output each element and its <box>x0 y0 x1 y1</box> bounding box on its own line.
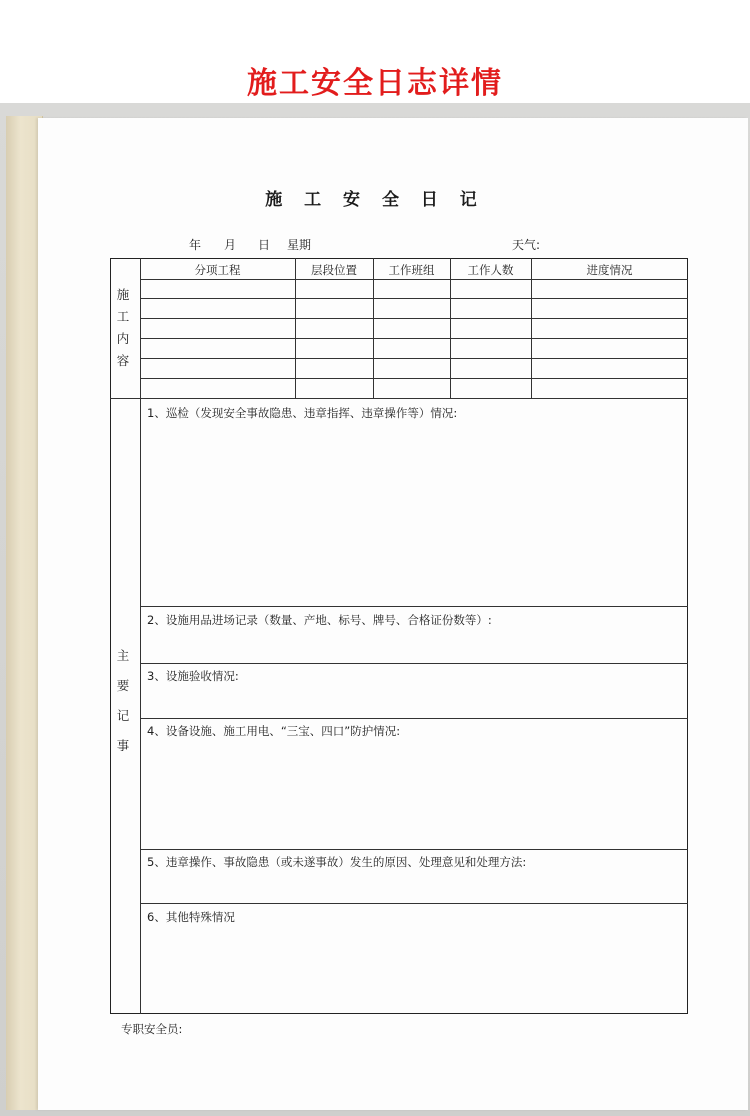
item-separator <box>140 903 688 904</box>
side-char: 内 <box>116 331 130 346</box>
item-equipment-protection: 4、设备设施、施工用电、“三宝、四口”防护情况: <box>147 724 401 738</box>
section-separator <box>110 398 688 399</box>
row-line <box>140 318 688 319</box>
form-table <box>110 258 688 1014</box>
date-day-label: 日 <box>258 238 271 252</box>
column-header-worker-count: 工作人数 <box>467 263 514 277</box>
side-char: 容 <box>116 353 130 368</box>
safety-officer-label: 专职安全员: <box>121 1022 183 1036</box>
header-row-line <box>140 279 688 280</box>
column-header-progress: 进度情况 <box>586 263 633 277</box>
date-month-label: 月 <box>224 238 237 252</box>
side-char: 施 <box>116 287 130 302</box>
side-char: 要 <box>116 678 130 693</box>
column-divider <box>531 258 532 398</box>
item-separator <box>140 718 688 719</box>
row-line <box>140 358 688 359</box>
item-patrol-inspection: 1、巡检（发现安全事故隐患、违章指挥、违章操作等）情况: <box>147 406 458 420</box>
weather-label: 天气: <box>512 238 541 252</box>
column-header-subproject: 分项工程 <box>194 263 241 277</box>
column-divider <box>295 258 296 398</box>
side-char: 事 <box>116 738 130 753</box>
row-line <box>140 378 688 379</box>
column-divider <box>373 258 374 398</box>
item-other-special: 6、其他特殊情况 <box>147 910 235 924</box>
date-weekday-label: 星期 <box>287 238 312 252</box>
column-header-work-team: 工作班组 <box>388 263 435 277</box>
item-facility-acceptance: 3、设施验收情况: <box>147 669 239 683</box>
item-separator <box>140 849 688 850</box>
label-column-divider <box>140 258 141 1014</box>
date-year-label: 年 <box>189 238 202 252</box>
item-separator <box>140 606 688 607</box>
item-separator <box>140 663 688 664</box>
side-char: 主 <box>116 648 130 663</box>
side-char: 工 <box>116 309 130 324</box>
item-material-entry-record: 2、设施用品进场记录（数量、产地、标号、牌号、合格证份数等）: <box>147 613 492 627</box>
banner-title: 施工安全日志详情 <box>247 66 503 101</box>
column-divider <box>450 258 451 398</box>
item-violation-handling: 5、违章操作、事故隐患（或未遂事故）发生的原因、处理意见和处理方法: <box>147 855 527 869</box>
row-line <box>140 338 688 339</box>
row-line <box>140 298 688 299</box>
form-title: 施 工 安 全 日 记 <box>265 190 485 210</box>
side-char: 记 <box>116 708 130 723</box>
column-header-floor-position: 层段位置 <box>311 263 357 277</box>
